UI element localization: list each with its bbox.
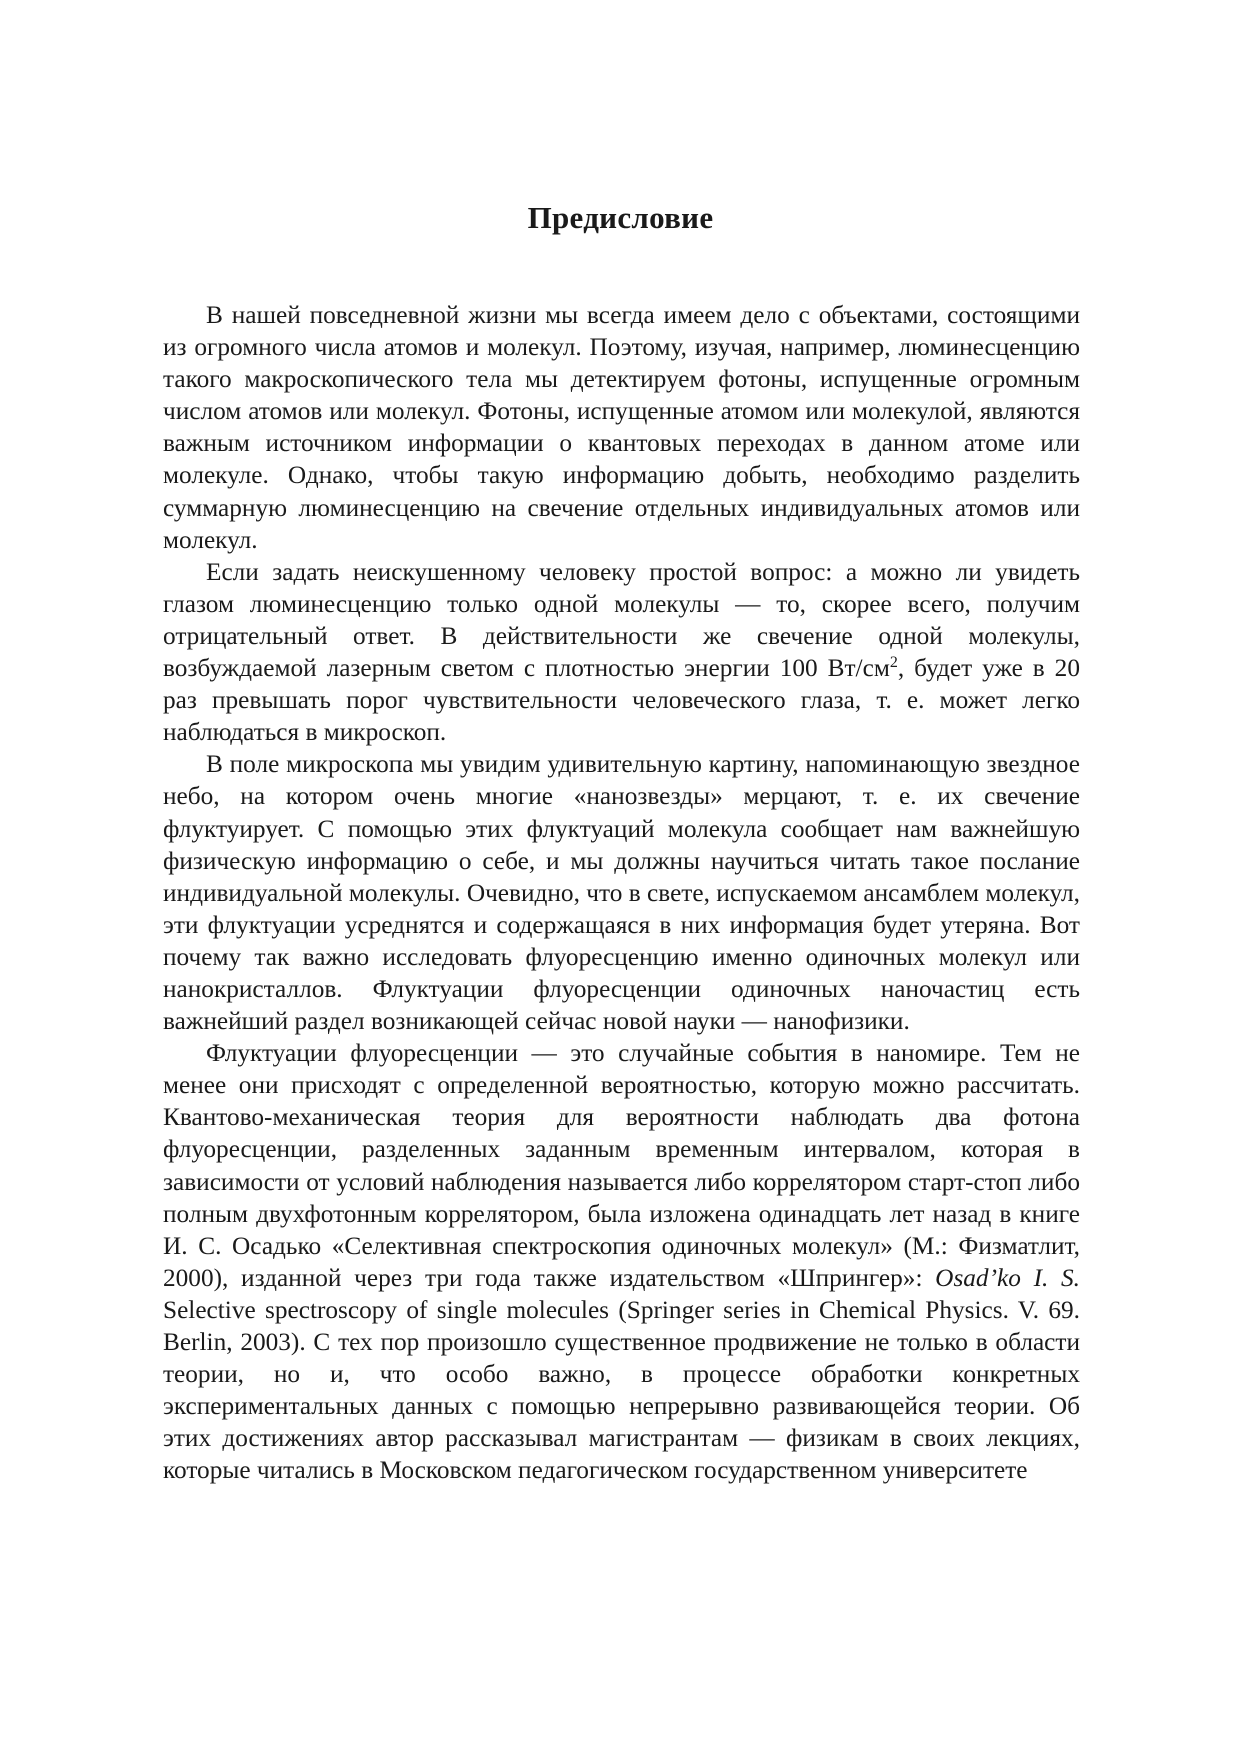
paragraph-4-text-before: Флуктуации флуоресценции — это случайные события в наномире. Тем не менее они присходят с определенной вероятностью, которую можно рассчитать. Квантово-механическая теория для вероятности наблюдать два фотона флуоресценции, разделенных заданным временным интервалом, которая в зависимости от условий наблюдения называется либо коррелятором старт-стоп либо полным двухфотонным коррелятором, была изложена одинадцать лет назад в книге И. С. Осадько «Селективная спектроскопия одиночных молекул» (М.: Физматлит, 2000), изданной через три года также издательством «Шпрингер»: <box>163 1039 1080 1292</box>
author-name-italic: Osad’ko I. S. <box>935 1263 1080 1292</box>
superscript-exponent: 2 <box>889 654 898 672</box>
paragraph-1-text: В нашей повседневной жизни мы всегда имеем дело с объектами, состоящими из огромного числа атомов и молекул. Поэтому, изучая, например, люминесценцию такого макроскопического тела мы детектируем фотоны, испущенные огромным числом атомов или молекул. Фотоны, испущенные атомом или молекулой, являются важным источником информации о квантовых переходах в данном атоме или молекуле. Однако, чтобы такую информацию добыть, необходимо разделить суммарную люминесценцию на свечение отдельных индивидуальных атомов или молекул. <box>163 301 1080 554</box>
paragraph-4 <box>163 1037 1080 1486</box>
paragraph-3 <box>163 748 1080 1037</box>
paragraph-2-text-before: Если задать неискушенному человеку простой вопрос: а можно ли увидеть глазом люминесценцию только одной молекулы — то, скорее всего, получим отрицательный ответ. В действительности же свечение одной молекулы, возбуждаемой лазерным светом с плотностью энергии 100 Вт/см <box>163 557 1080 683</box>
paragraph-2-text-after: , будет уже в 20 раз превышать порог чувствительности человеческого глаза, т. е. может легко наблюдаться в микроскоп. <box>163 654 1080 747</box>
paragraph-1 <box>163 299 1080 556</box>
paragraph-2 <box>163 556 1080 749</box>
paragraph-3-text: В поле микроскопа мы увидим удивительную картину, напоминающую звездное небо, на котором очень многие «нанозвезды» мерцают, т. е. их свечение флуктуирует. С помощью этих флуктуаций молекула сообщает нам важнейшую физическую информацию о себе, и мы должны научиться читать такое послание индивидуальной молекулы. Очевидно, что в свете, испускаемом ансамблем молекул, эти флуктуации усреднятся и содержащаяся в них информация будет утеряна. Вот почему так важно исследовать флуоресценцию именно одиночных молекул или нанокристаллов. Флуктуации флуоресценции одиночных наночастиц есть важнейший раздел возникающей сейчас новой науки — нанофизики. <box>163 750 1080 1036</box>
body-text <box>163 299 1080 1486</box>
paragraph-4-text-after: Selective spectroscopy of single molecules (Springer series in Chemical Physics. V. 69. Berlin, 2003). С тех пор произошло существенное продвижение не только в области теории, но и, что особо важно, в процессе обработки конкретных экспериментальных данных с помощью непрерывно развивающейся теории. Об этих достижениях автор рассказывал магистрантам — физикам в своих лекциях, которые читались в Московском педагогическом государственном университете <box>163 1295 1080 1485</box>
page-title: Предисловие <box>527 200 714 235</box>
